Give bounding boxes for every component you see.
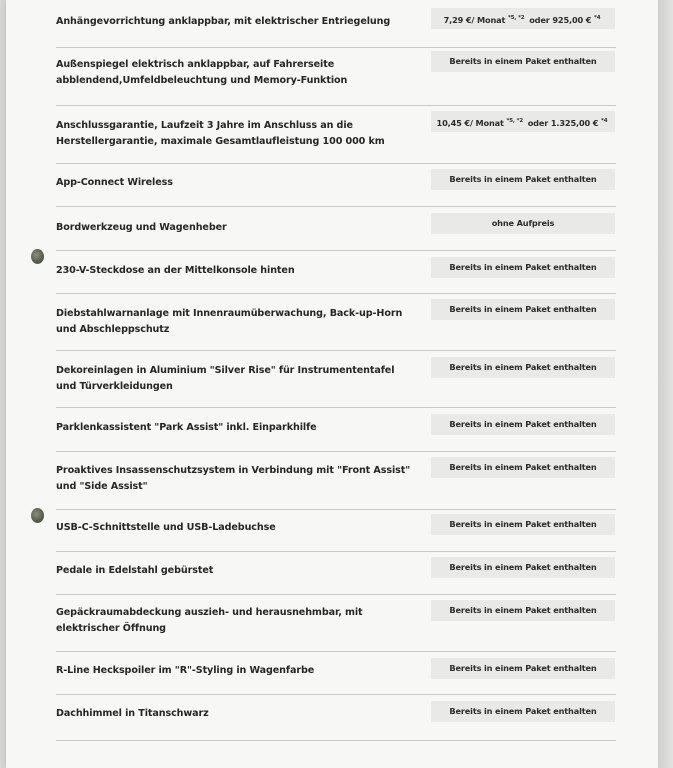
option-label: Anhängevorrichtung anklappbar, mit elektrischer Entriegelung <box>56 16 391 27</box>
option-price: Bereits in einem Paket enthalten <box>431 514 615 535</box>
option-label: Anschlussgarantie, Laufzeit 3 Jahre im Anschluss an die Herstellergarantie, maximale Gesamtlaufleistung 100 000 km <box>56 120 385 147</box>
option-price: Bereits in einem Paket enthalten <box>431 557 615 578</box>
punch-hole-top <box>31 249 44 264</box>
row-divider <box>56 293 616 294</box>
option-label: 230-V-Steckdose an der Mittelkonsole hinten <box>56 265 295 276</box>
option-label: Außenspiegel elektrisch anklappbar, auf Fahrerseite abblendend,Umfeldbeleuchtung und Memory-Funktion <box>56 59 348 86</box>
option-price: Bereits in einem Paket enthalten <box>431 51 615 72</box>
row-divider <box>56 105 616 106</box>
row-divider <box>56 163 616 164</box>
row-divider <box>56 47 616 48</box>
option-price: Bereits in einem Paket enthalten <box>431 357 615 378</box>
punch-hole-bottom <box>31 508 44 523</box>
option-price: Bereits in einem Paket enthalten <box>431 169 615 190</box>
option-label: Dachhimmel in Titanschwarz <box>56 708 209 719</box>
option-price: Bereits in einem Paket enthalten <box>431 658 615 679</box>
option-label: USB-C-Schnittstelle und USB-Ladebuchse <box>56 522 276 533</box>
option-price: 10,45 €/ Monat $^{*5, *2}$ oder 1.325,00 € $^{*4}$ <box>431 111 615 132</box>
row-divider <box>56 551 616 552</box>
option-label: Diebstahlwarnanlage mit Innenraumüberwachung, Back-up-Horn und Abschleppschutz <box>56 308 403 335</box>
row-divider <box>56 509 616 510</box>
row-divider <box>56 206 616 207</box>
option-price: Bereits in einem Paket enthalten <box>431 299 615 320</box>
row-divider <box>56 594 616 595</box>
row-divider <box>56 250 616 251</box>
option-price: Bereits in einem Paket enthalten <box>431 414 615 435</box>
row-divider <box>56 407 616 408</box>
option-label: Dekoreinlagen in Aluminium "Silver Rise" für Instrumententafel und Türverkleidungen <box>56 365 395 392</box>
row-divider <box>56 451 616 452</box>
option-label: Pedale in Edelstahl gebürstet <box>56 565 214 576</box>
row-divider <box>56 350 616 351</box>
option-label: Proaktives Insassenschutzsystem in Verbindung mit "Front Assist" und "Side Assist" <box>56 465 411 492</box>
option-label: Bordwerkzeug und Wagenheber <box>56 222 227 233</box>
row-divider <box>56 694 616 695</box>
option-price: Bereits in einem Paket enthalten <box>431 701 615 722</box>
option-price: 7,29 €/ Monat $^{*5, *2}$ oder 925,00 € $^{*4}$ <box>431 8 615 29</box>
option-label: Parklenkassistent "Park Assist" inkl. Einparkhilfe <box>56 422 317 433</box>
option-label: Gepäckraumabdeckung auszieh- und herausnehmbar, mit elektrischer Öffnung <box>56 607 363 634</box>
option-price: Bereits in einem Paket enthalten <box>431 600 615 621</box>
option-price: Bereits in einem Paket enthalten <box>431 457 615 478</box>
row-divider <box>56 740 616 741</box>
document-page <box>6 0 658 768</box>
option-price: ohne Aufpreis <box>431 213 615 234</box>
option-label: R-Line Heckspoiler im "R"-Styling in Wagenfarbe <box>56 665 315 676</box>
option-label: App-Connect Wireless <box>56 177 173 188</box>
row-divider <box>56 651 616 652</box>
page-edge <box>658 0 673 768</box>
option-price: Bereits in einem Paket enthalten <box>431 257 615 278</box>
